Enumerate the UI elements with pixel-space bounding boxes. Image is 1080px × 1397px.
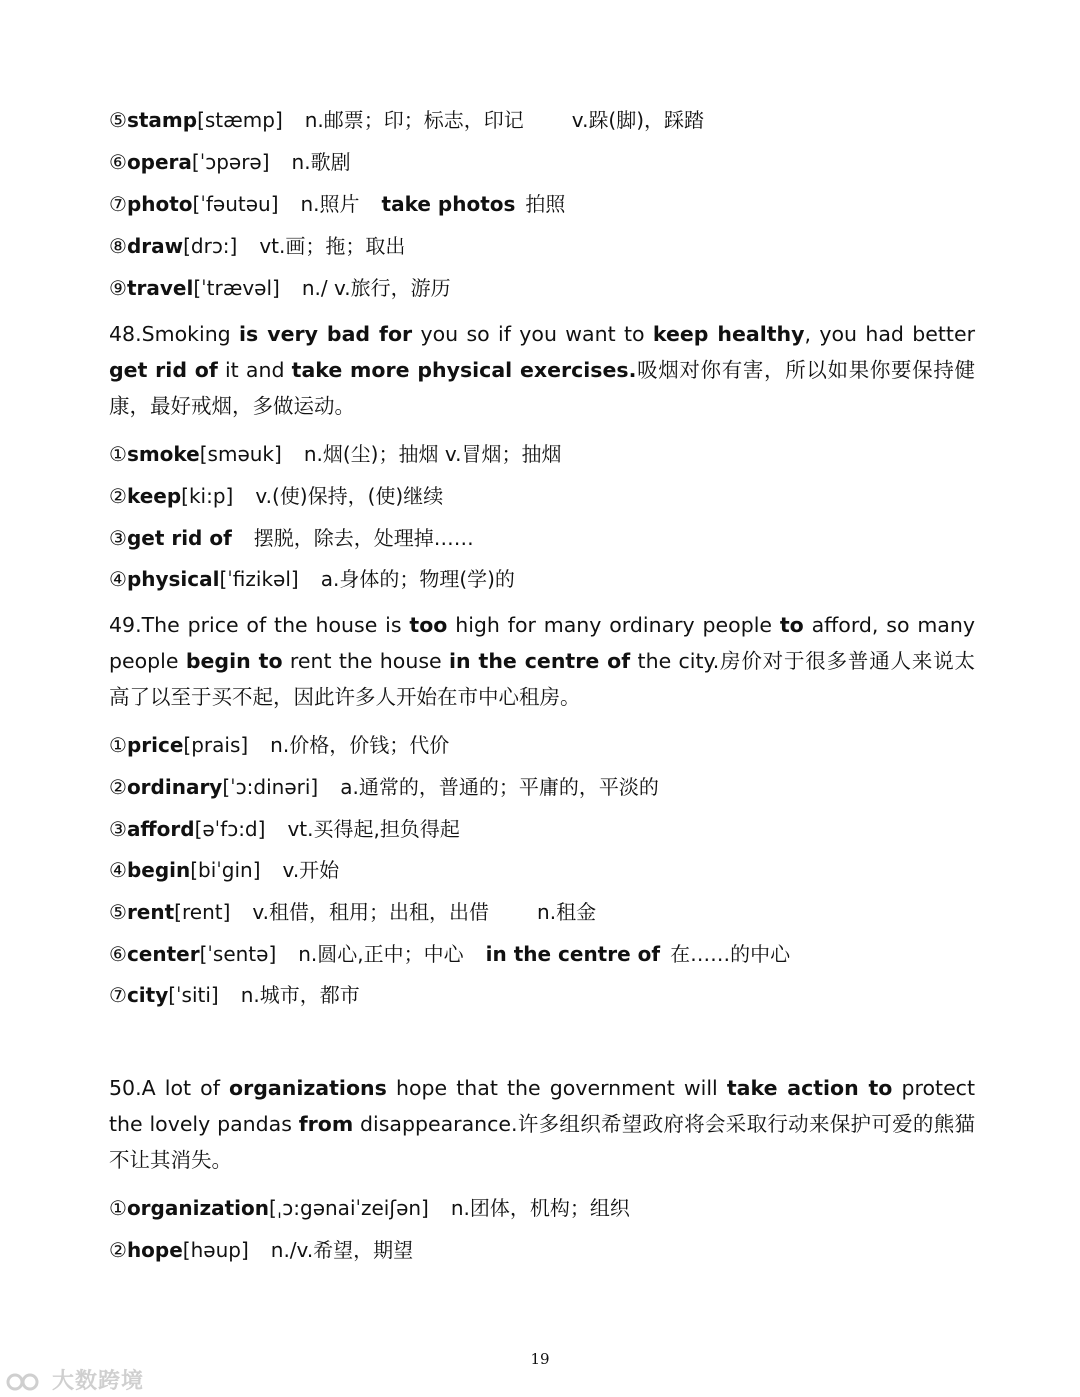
watermark-logo-icon [6, 1371, 46, 1393]
vocab-line: ③get rid of 摆脱，除去，处理掉…… [109, 526, 474, 550]
vocab-line: ⑥opera[ˈɔpərə] n.歌剧 [109, 150, 351, 174]
watermark-text: 大数跨境 [52, 1369, 145, 1394]
vocab-line: ⑨travel[ˈtrævəl] n./ v.旅行，游历 [109, 276, 451, 300]
vocab-line: ⑧draw[drɔ:] vt.画；拖；取出 [109, 234, 406, 258]
vocab-line: ①price[prais] n.价格，价钱；代价 [109, 733, 450, 757]
vocab-line: ⑦city[ˈsiti] n.城市，都市 [109, 983, 360, 1007]
vocab-line: ⑤rent[rent] v.租借，租用；出租，出借 n.租金 [109, 900, 597, 924]
vocab-line: ②ordinary[ˈɔ:dinəri] a.通常的，普通的；平庸的，平淡的 [109, 775, 659, 799]
vocab-line: ②keep[ki:p] v.(使)保持，(使)继续 [109, 484, 444, 508]
vocab-line: ②hope[həup] n./v.希望，期望 [109, 1238, 414, 1262]
vocab-line: ③afford[əˈfɔ:d] vt.买得起,担负得起 [109, 817, 460, 841]
vocab-line: ④begin[biˈgin] v.开始 [109, 858, 340, 882]
sentence-48: 48.Smoking is very bad for you so if you want to keep healthy, you had better get rid of it and take more physical exercises.吸烟对你有害，所以如果你要保持健康，最好戒烟，多做运动。 [109, 322, 975, 418]
vocab-line: ①organization[ˌɔ:gənaiˈzeiʃən] n.团体，机构；组织 [109, 1196, 630, 1220]
vocab-line: ⑤stamp[stæmp] n.邮票；印；标志，印记 v.跺(脚)，踩踏 [109, 108, 705, 132]
watermark [6, 1364, 144, 1395]
page-number: 19 [530, 1350, 550, 1368]
vocab-line: ④physical[ˈfizikəl] a.身体的；物理(学)的 [109, 567, 515, 591]
vocab-line: ⑦photo[ˈfəutəu] n.照片 take photos 拍照 [109, 192, 566, 216]
sentence-49: 49.The price of the house is too high for many ordinary people to afford, so many people begin to rent the house in the centre of the city.房价对于很多普通人来说太高了以至于买不起，因此许多人开始在市中心租房。 [109, 613, 976, 709]
vocab-line: ①smoke[sməuk] n.烟(尘)；抽烟 v.冒烟；抽烟 [109, 442, 562, 466]
sentence-50: 50.A lot of organizations hope that the government will take action to protect the lovely pandas from disappearance.许多组织希望政府将会采取行动来保护可爱的熊猫不让其消失。 [109, 1076, 975, 1172]
vocab-line: ⑥center[ˈsentə] n.圆心,正中；中心 in the centre of 在……的中心 [109, 942, 791, 966]
